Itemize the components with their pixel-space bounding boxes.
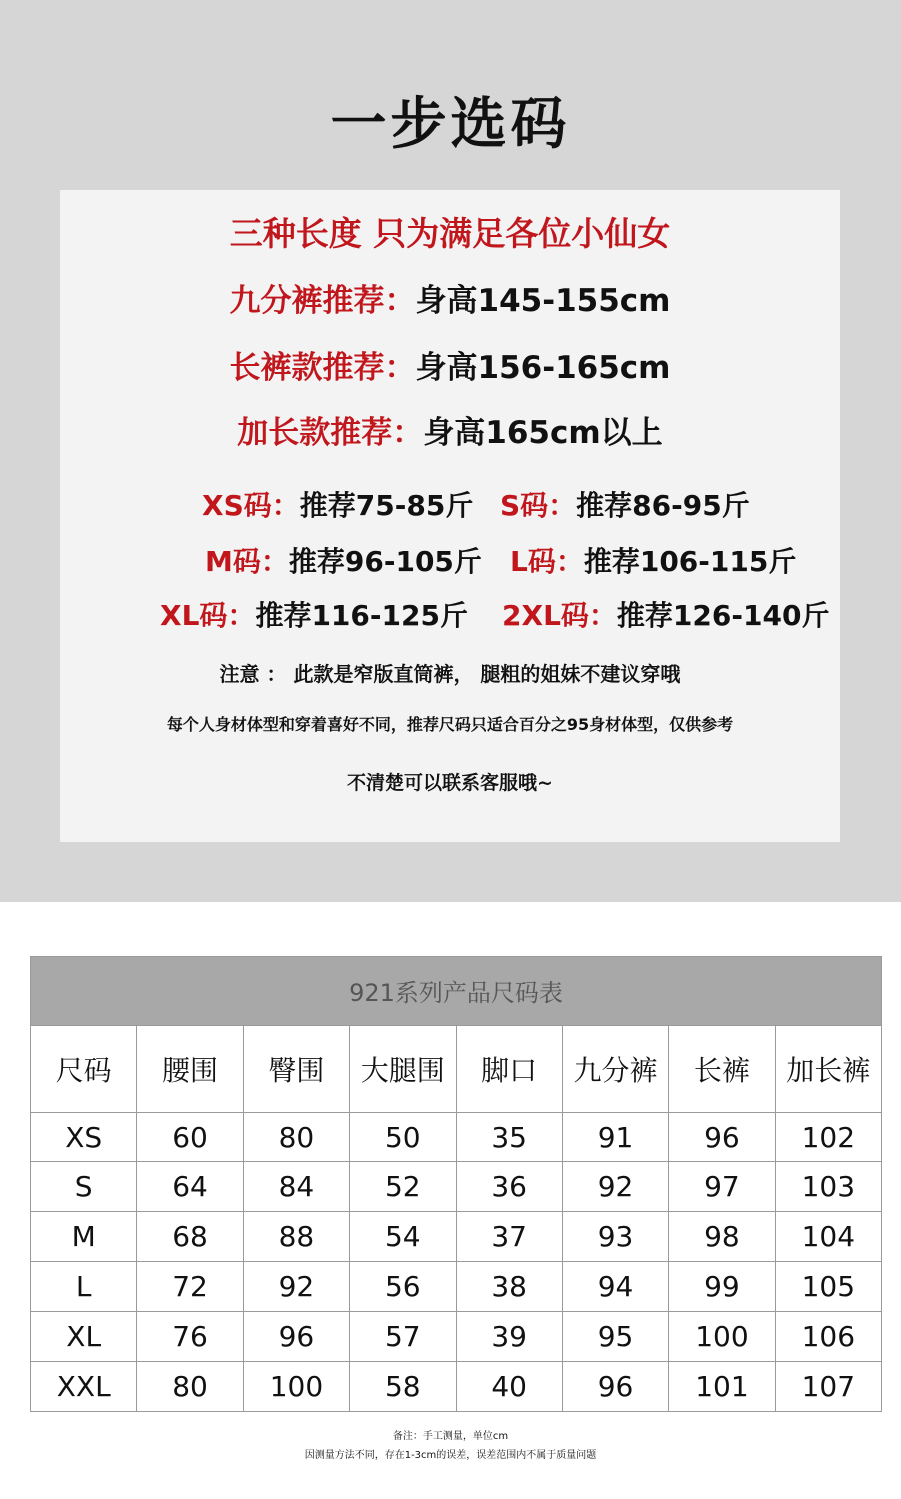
size-cell: S: [31, 1162, 137, 1212]
measurement-cell: 92: [243, 1262, 349, 1312]
recommendation-card: [60, 190, 840, 842]
measurement-cell: 40: [456, 1362, 562, 1412]
column-header: 加长裤: [775, 1025, 881, 1112]
size-label: 2XL码：: [502, 599, 617, 632]
measurement-cell: 98: [669, 1212, 775, 1262]
measurement-cell: 72: [137, 1262, 243, 1312]
measurement-cell: 96: [562, 1362, 668, 1412]
measurement-cell: 64: [137, 1162, 243, 1212]
size-rec-l: [510, 540, 796, 580]
table-title: 921系列产品尺码表: [31, 957, 882, 1026]
table-row: [31, 1312, 882, 1362]
table-row: [31, 1112, 882, 1162]
size-cell: XS: [31, 1112, 137, 1162]
rec-extra-long: [60, 407, 840, 452]
size-rec-2xl: [502, 594, 829, 634]
measurement-cell: 95: [562, 1312, 668, 1362]
table-row: [31, 1212, 882, 1262]
measurement-cell: 39: [456, 1312, 562, 1362]
measurement-cell: 37: [456, 1212, 562, 1262]
measurement-cell: 94: [562, 1262, 668, 1312]
measurement-cell: 99: [669, 1262, 775, 1312]
column-header: 九分裤: [562, 1025, 668, 1112]
column-header: 大腿围: [350, 1025, 456, 1112]
measurement-cell: 57: [350, 1312, 456, 1362]
size-disclaimer: 每个人身材体型和穿着喜好不同，推荐尺码只适合百分之95身材体型，仅供参考: [166, 715, 734, 734]
measurement-cell: 68: [137, 1212, 243, 1262]
table-row: [31, 1262, 882, 1312]
rec-value: 身高165cm以上: [423, 415, 663, 451]
measurement-cell: 96: [243, 1312, 349, 1362]
size-value: 推荐126-140斤: [616, 599, 830, 632]
measurement-cell: 97: [669, 1162, 775, 1212]
measurement-cell: 35: [456, 1112, 562, 1162]
measurement-cell: 106: [775, 1312, 881, 1362]
size-rec-xl: [160, 594, 468, 634]
measurement-cell: 56: [350, 1262, 456, 1312]
fit-notice: 注意 ： 此款是窄版直筒裤， 腿粗的姐妹不建议穿哦: [219, 662, 681, 686]
size-value: 推荐106-115斤: [583, 545, 797, 578]
measurement-cell: 38: [456, 1262, 562, 1312]
size-chart-table: [30, 956, 882, 1412]
size-value: 推荐116-125斤: [255, 599, 468, 632]
size-rec-m: [205, 540, 482, 580]
measurement-cell: 52: [350, 1162, 456, 1212]
size-label: S码：: [500, 489, 577, 522]
rec-label: 九分裤推荐：: [229, 283, 416, 319]
measurement-cell: 80: [243, 1112, 349, 1162]
size-cell: XXL: [31, 1362, 137, 1412]
size-value: 推荐86-95斤: [576, 489, 750, 522]
measurement-cell: 80: [137, 1362, 243, 1412]
column-header: 长裤: [669, 1025, 775, 1112]
size-label: XS码：: [202, 489, 300, 522]
measurement-cell: 101: [669, 1362, 775, 1412]
page-title: 一步选码: [330, 92, 571, 157]
size-value: 推荐75-85斤: [299, 489, 474, 522]
rec-label: 加长款推荐：: [237, 415, 424, 451]
footnote-tolerance: 因测量方法不同，存在1-3cm的误差，误差范围内不属于质量问题: [304, 1450, 597, 1461]
measurement-cell: 60: [137, 1112, 243, 1162]
column-header: 臀围: [243, 1025, 349, 1112]
measurement-cell: 100: [669, 1312, 775, 1362]
measurement-cell: 103: [775, 1162, 881, 1212]
rec-cropped: [60, 275, 840, 320]
measurement-cell: 54: [350, 1212, 456, 1262]
rec-value: 身高145-155cm: [415, 283, 671, 319]
size-cell: XL: [31, 1312, 137, 1362]
measurement-cell: 92: [562, 1162, 668, 1212]
column-header: 脚口: [456, 1025, 562, 1112]
rec-value: 身高156-165cm: [415, 350, 671, 386]
table-header-row: [31, 1025, 882, 1112]
size-label: L码：: [510, 545, 584, 578]
measurement-cell: 36: [456, 1162, 562, 1212]
column-header: 尺码: [31, 1025, 137, 1112]
size-rec-xs: [202, 484, 473, 524]
size-label: XL码：: [160, 599, 256, 632]
footnote-unit: 备注：手工测量，单位cm: [392, 1431, 509, 1442]
contact-note: 不清楚可以联系客服哦~: [347, 772, 553, 794]
measurement-cell: 91: [562, 1112, 668, 1162]
size-rec-s: [500, 484, 750, 524]
measurement-cell: 104: [775, 1212, 881, 1262]
measurement-cell: 58: [350, 1362, 456, 1412]
measurement-cell: 50: [350, 1112, 456, 1162]
column-header: 腰围: [137, 1025, 243, 1112]
size-label: M码：: [205, 545, 289, 578]
measurement-cell: 100: [243, 1362, 349, 1412]
table-row: [31, 1162, 882, 1212]
measurement-cell: 93: [562, 1212, 668, 1262]
rec-label: 长裤款推荐：: [229, 350, 416, 386]
card-headline: 三种长度 只为满足各位小仙女: [229, 214, 671, 253]
rec-long: [60, 342, 840, 387]
measurement-cell: 105: [775, 1262, 881, 1312]
table-row: [31, 1362, 882, 1412]
measurement-cell: 107: [775, 1362, 881, 1412]
size-value: 推荐96-105斤: [288, 545, 482, 578]
measurement-cell: 102: [775, 1112, 881, 1162]
measurement-cell: 96: [669, 1112, 775, 1162]
measurement-cell: 76: [137, 1312, 243, 1362]
measurement-cell: 84: [243, 1162, 349, 1212]
size-cell: M: [31, 1212, 137, 1262]
size-cell: L: [31, 1262, 137, 1312]
measurement-cell: 88: [243, 1212, 349, 1262]
